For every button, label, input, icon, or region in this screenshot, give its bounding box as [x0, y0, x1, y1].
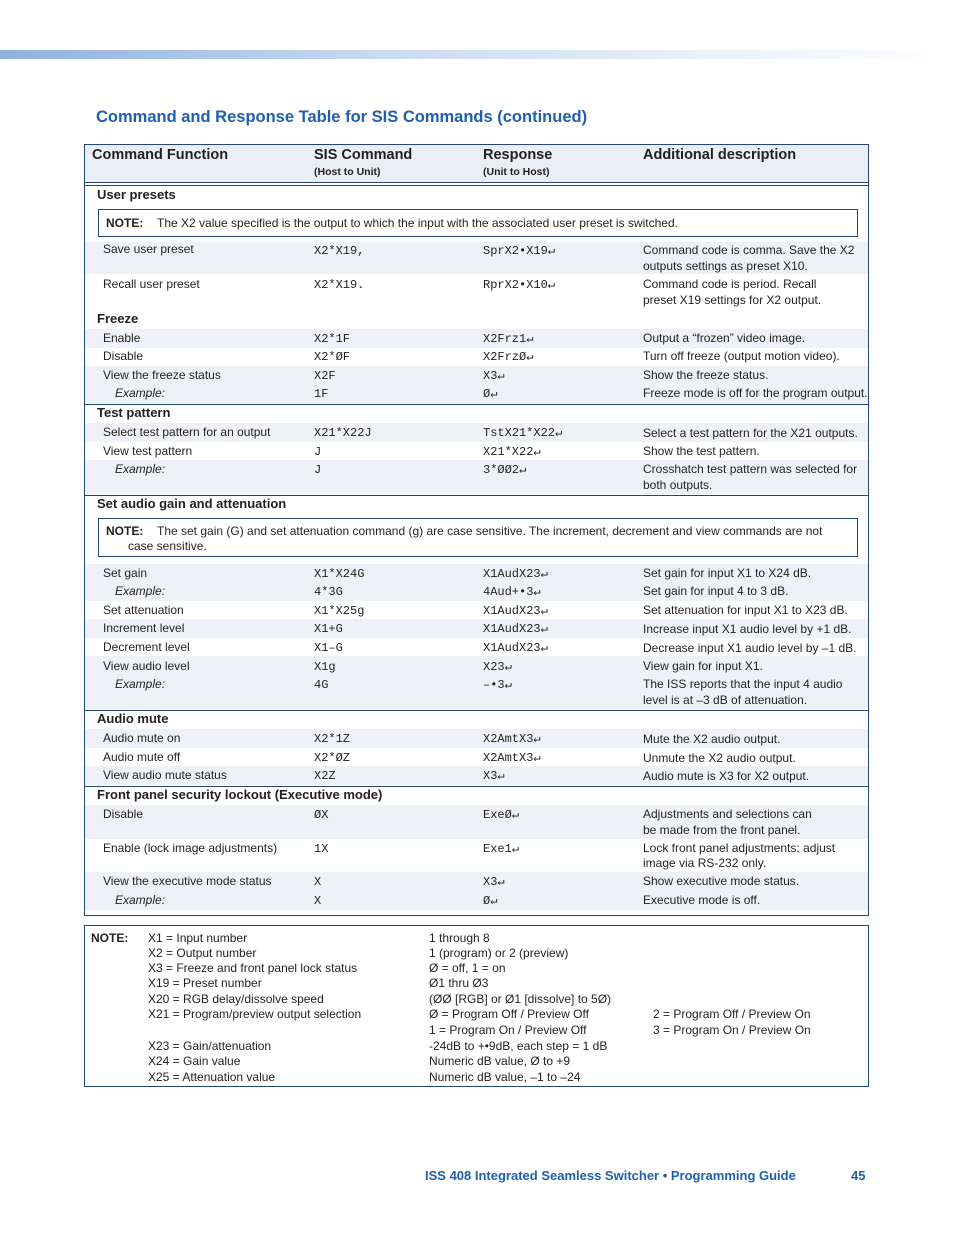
row-function: Disable	[103, 349, 144, 363]
legend-x21: X21 = Program/preview output selection	[148, 1007, 362, 1021]
row-command: X1–G	[314, 641, 343, 655]
group-divider	[85, 710, 868, 711]
legend-x2: X2 = Output number	[148, 946, 257, 960]
row-example: Example:	[115, 893, 166, 907]
group-user-presets: User presets	[97, 187, 176, 202]
row-response: X1AudX23↵	[483, 604, 548, 618]
footer-title: ISS 408 Integrated Seamless Switcher • Programming Guide	[425, 1168, 796, 1183]
row-description-2: outputs settings as preset X10.	[643, 259, 808, 273]
row-function: View test pattern	[103, 444, 193, 458]
row-response: X1AudX23↵	[483, 641, 548, 655]
row-response: X1AudX23↵	[483, 622, 548, 636]
row-description: Command code is period. Recall	[643, 277, 817, 291]
row-description: Show the test pattern.	[643, 444, 760, 458]
row-response: –•3↵	[483, 678, 512, 692]
row-description: Audio mute is X3 for X2 output.	[643, 769, 810, 783]
legend-value-x23: -24dB to +•9dB, each step = 1 dB	[429, 1039, 608, 1053]
row-response: 3*ØØ2↵	[483, 463, 527, 477]
legend-x20: X20 = RGB delay/dissolve speed	[148, 992, 324, 1006]
legend-x25: X25 = Attenuation value	[148, 1070, 276, 1084]
row-command: X2*1F	[314, 332, 351, 346]
row-response: X23↵	[483, 660, 512, 674]
row-function: Audio mute on	[103, 731, 181, 745]
note-text: The X2 value specified is the output to which the input with the associated user preset is switched.	[157, 216, 678, 230]
row-function: Set gain	[103, 566, 148, 580]
row-command: 4G	[314, 678, 329, 692]
row-command: X1*X25g	[314, 604, 365, 618]
header-divider	[85, 185, 868, 186]
legend-value-x21b: 1 = Program On / Preview Off	[429, 1023, 587, 1037]
legend-value-x21d: 3 = Program On / Preview On	[653, 1023, 811, 1037]
row-function: Save user preset	[103, 242, 194, 256]
header-additional-description: Additional description	[643, 147, 797, 163]
note-label: NOTE:	[106, 216, 144, 230]
legend-value-x2: 1 (program) or 2 (preview)	[429, 946, 569, 960]
legend-x3: X3 = Freeze and front panel lock status	[148, 961, 358, 975]
row-command: J	[314, 445, 322, 459]
legend-value-x19: Ø1 thru Ø3	[429, 976, 489, 990]
legend-value-x3: Ø = off, 1 = on	[429, 961, 506, 975]
row-description-2: be made from the front panel.	[643, 823, 801, 837]
row-command: X2*ØZ	[314, 751, 351, 765]
row-example: Example:	[115, 462, 166, 476]
row-description: Freeze mode is off for the program output.	[643, 386, 868, 400]
row-command: X2*X19,	[314, 244, 365, 258]
row-description: Set gain for input X1 to X24 dB.	[643, 566, 812, 580]
row-function: Increment level	[103, 621, 185, 635]
row-command: 1X	[314, 842, 329, 856]
row-command: J	[314, 463, 322, 477]
row-response: Ø↵	[483, 387, 498, 401]
row-function: Enable (lock image adjustments)	[103, 841, 278, 855]
row-description: Set attenuation for input X1 to X23 dB.	[643, 603, 848, 617]
row-command: X2F	[314, 369, 336, 383]
header-command-function: Command Function	[92, 147, 229, 163]
row-function: View the freeze status	[103, 368, 221, 382]
legend-value-x21c: 2 = Program Off / Preview On	[653, 1007, 811, 1021]
row-response: X1AudX23↵	[483, 567, 548, 581]
row-command: X1g	[314, 660, 336, 674]
note-text: The set gain (G) and set attenuation command (g) are case sensitive. The increment, decrement and view commands are not	[157, 524, 823, 538]
group-divider	[85, 404, 868, 405]
legend-x24: X24 = Gain value	[148, 1054, 241, 1068]
legend-value-x24: Numeric dB value, Ø to +9	[429, 1054, 571, 1068]
group-audio-mute: Audio mute	[97, 711, 169, 726]
row-function: Enable	[103, 331, 141, 345]
row-description-2: preset X19 settings for X2 output.	[643, 293, 822, 307]
row-description: Unmute the X2 audio output.	[643, 751, 796, 765]
row-command: X1*X24G	[314, 567, 365, 581]
row-response: X21*X22↵	[483, 445, 541, 459]
legend-x23: X23 = Gain/attenuation	[148, 1039, 272, 1053]
legend-label: NOTE:	[91, 931, 129, 945]
row-command: X	[314, 894, 322, 908]
row-response: TstX21*X22↵	[483, 426, 563, 440]
group-test-pattern: Test pattern	[97, 405, 171, 420]
group-lockout: Front panel security lockout (Executive mode)	[97, 787, 383, 802]
row-command: X21*X22J	[314, 426, 372, 440]
row-example: Example:	[115, 584, 166, 598]
section-title: Command and Response Table for SIS Commands (continued)	[96, 108, 588, 126]
row-function: Recall user preset	[103, 277, 200, 291]
row-command: X2*ØF	[314, 350, 351, 364]
row-description: Turn off freeze (output motion video).	[643, 349, 840, 363]
row-function: Audio mute off	[103, 750, 181, 764]
row-command: X2*1Z	[314, 732, 351, 746]
legend-value-x21a: Ø = Program Off / Preview Off	[429, 1007, 589, 1021]
group-audio-gain: Set audio gain and attenuation	[97, 496, 287, 511]
row-description-2: both outputs.	[643, 478, 713, 492]
row-description-2: level is at –3 dB of attenuation.	[643, 693, 808, 707]
top-accent-bar	[0, 50, 954, 59]
row-response: X3↵	[483, 769, 505, 783]
row-command: X1+G	[314, 622, 343, 636]
legend-value-x25: Numeric dB value, –1 to –24	[429, 1070, 581, 1084]
row-response: X3↵	[483, 369, 505, 383]
row-description: Adjustments and selections can	[643, 807, 812, 821]
row-example: Example:	[115, 677, 166, 691]
row-description: Mute the X2 audio output.	[643, 732, 781, 746]
row-function: Disable	[103, 807, 144, 821]
row-command: ØX	[314, 808, 329, 822]
row-description: Select a test pattern for the X21 outputs.	[643, 426, 858, 440]
row-description: Lock front panel adjustments; adjust	[643, 841, 836, 855]
row-description: Command code is comma. Save the X2	[643, 243, 855, 257]
row-description: Decrease input X1 audio level by –1 dB.	[643, 641, 857, 655]
row-function: Select test pattern for an output	[103, 425, 271, 439]
table-header	[85, 145, 868, 183]
sis-command-table	[84, 144, 869, 916]
row-response: Ø↵	[483, 894, 498, 908]
row-response: SprX2•X19↵	[483, 244, 556, 258]
note-user-presets	[98, 209, 858, 237]
legend-value-x20: (ØØ [RGB] or Ø1 [dissolve] to 5Ø)	[429, 992, 612, 1006]
row-response: X3↵	[483, 875, 505, 889]
row-description: View gain for input X1.	[643, 659, 763, 673]
variable-legend	[84, 925, 869, 1087]
row-response: X2AmtX3↵	[483, 732, 541, 746]
row-description: Show the freeze status.	[643, 368, 769, 382]
legend-x1: X1 = Input number	[148, 931, 248, 945]
legend-x19: X19 = Preset number	[148, 976, 262, 990]
page-number: 45	[851, 1168, 866, 1183]
row-function: View the executive mode status	[103, 874, 272, 888]
header-response-sub: (Unit to Host)	[483, 166, 550, 178]
row-description: Show executive mode status.	[643, 874, 800, 888]
note-text-2: case sensitive.	[128, 539, 207, 553]
row-function: Set attenuation	[103, 603, 184, 617]
row-description: Increase input X1 audio level by +1 dB.	[643, 622, 852, 636]
row-function: View audio mute status	[103, 768, 227, 782]
row-response: Exe1↵	[483, 842, 520, 856]
row-response: 4Aud+•3↵	[483, 585, 541, 599]
row-command: X	[314, 875, 322, 889]
row-command: 4*3G	[314, 585, 343, 599]
note-label: NOTE:	[106, 524, 144, 538]
group-freeze: Freeze	[97, 311, 139, 326]
row-example: Example:	[115, 386, 166, 400]
header-response: Response	[483, 147, 553, 163]
row-description: Executive mode is off.	[643, 893, 761, 907]
row-command: X2*X19.	[314, 278, 365, 292]
row-response: ExeØ↵	[483, 808, 520, 822]
row-description: Set gain for input 4 to 3 dB.	[643, 584, 789, 598]
row-command: 1F	[314, 387, 329, 401]
row-response: RprX2•X10↵	[483, 278, 556, 292]
row-description: Crosshatch test pattern was selected for	[643, 462, 858, 476]
row-response: X2Frz1↵	[483, 332, 534, 346]
row-function: Decrement level	[103, 640, 190, 654]
row-description: The ISS reports that the input 4 audio	[643, 677, 843, 691]
header-sis-command-sub: (Host to Unit)	[314, 166, 381, 178]
row-command: X2Z	[314, 769, 336, 783]
row-function: View audio level	[103, 659, 190, 673]
row-description: Output a “frozen” video image.	[643, 331, 806, 345]
row-description-2: image via RS-232 only.	[643, 856, 767, 870]
row-response: X2FrzØ↵	[483, 350, 534, 364]
note-audio-gain	[98, 518, 858, 557]
header-sis-command: SIS Command	[314, 147, 413, 163]
row-response: X2AmtX3↵	[483, 751, 541, 765]
legend-value-x1: 1 through 8	[429, 931, 490, 945]
